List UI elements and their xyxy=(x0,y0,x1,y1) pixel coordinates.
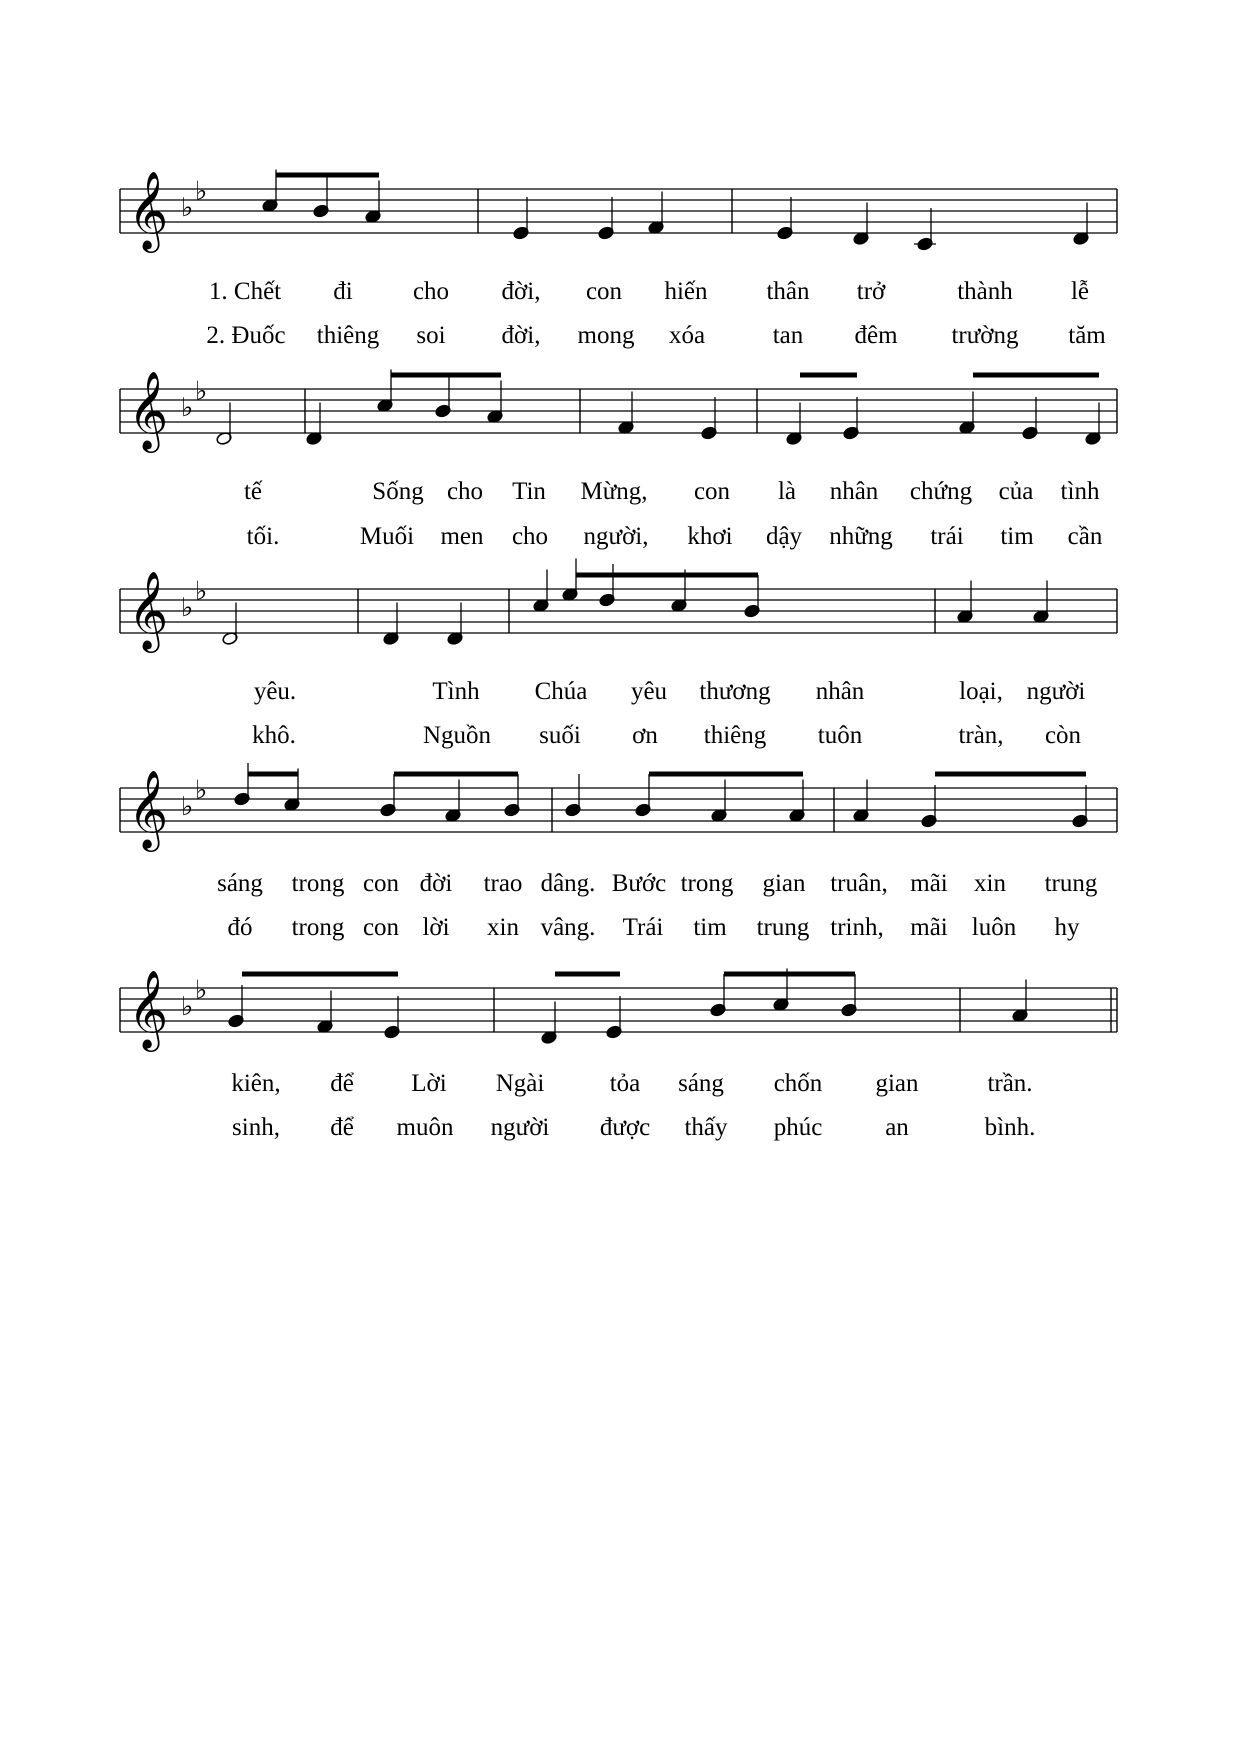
lyric-syllable: người, xyxy=(583,523,649,550)
note xyxy=(1022,397,1039,440)
lyric-line-verse2 xyxy=(0,522,1240,558)
lyric-syllable: mãi xyxy=(910,870,948,897)
lyric-syllable: trong xyxy=(680,870,734,897)
note xyxy=(365,181,382,224)
lyric-syllable: 1. Chết xyxy=(208,278,282,305)
lyric-line-verse1 xyxy=(0,1069,1240,1105)
lyric-syllable: Tin xyxy=(512,478,546,505)
lyric-syllable: Muối xyxy=(359,523,415,550)
lyric-syllable: để xyxy=(330,1070,354,1097)
lyric-syllable: trở xyxy=(856,278,886,305)
lyric-line-verse1 xyxy=(0,477,1240,513)
treble-clef-icon: 𝄞 xyxy=(128,171,169,250)
lyric-line-verse1 xyxy=(0,677,1240,713)
lyric-syllable: tỏa xyxy=(609,1070,641,1097)
note xyxy=(262,170,279,213)
lyric-syllable: thiêng xyxy=(316,322,380,349)
note xyxy=(383,603,400,646)
lyric-syllable: tim xyxy=(1000,523,1034,550)
lyric-syllable: tình xyxy=(1060,478,1100,505)
note xyxy=(445,780,462,823)
lyric-syllable: nhân xyxy=(829,478,879,505)
note xyxy=(533,570,550,613)
note xyxy=(744,575,761,618)
lyric-syllable: hiến xyxy=(664,278,708,305)
lyric-syllable: Chúa xyxy=(534,678,588,705)
note xyxy=(504,774,521,817)
staff-system xyxy=(120,969,1117,1053)
note xyxy=(380,774,397,817)
lyric-syllable: truân, xyxy=(830,870,888,897)
lyric-syllable: trái xyxy=(930,523,964,550)
note xyxy=(377,370,394,413)
note xyxy=(313,175,330,218)
note xyxy=(317,991,334,1034)
lyric-syllable: Sống xyxy=(372,478,424,505)
note xyxy=(384,996,401,1039)
lyric-syllable: vâng. xyxy=(540,914,596,941)
note xyxy=(435,375,452,418)
note xyxy=(447,603,464,646)
lyric-syllable: trần. xyxy=(987,1070,1033,1097)
staff-system xyxy=(120,170,1117,254)
lyric-syllable: tràn, xyxy=(958,722,1004,749)
flat-icon: ♭ xyxy=(195,376,208,407)
lyric-syllable: xin xyxy=(487,914,519,941)
flat-icon: ♭ xyxy=(195,176,208,207)
note xyxy=(711,780,728,823)
lyric-syllable: con xyxy=(585,278,623,305)
lyric-syllable: còn xyxy=(1044,722,1082,749)
lyric-syllable: tế xyxy=(243,478,263,505)
lyric-syllable: trinh, xyxy=(830,914,884,941)
lyric-syllable: xin xyxy=(974,870,1006,897)
lyric-syllable: thấy xyxy=(684,1114,728,1141)
note xyxy=(959,392,976,435)
lyric-syllable: Trái xyxy=(622,914,664,941)
lyric-syllable: phúc xyxy=(773,1114,823,1141)
lyric-syllable: để xyxy=(330,1114,354,1141)
note xyxy=(841,974,858,1017)
lyric-syllable: tan xyxy=(772,322,804,349)
note xyxy=(921,785,938,828)
lyric-syllable: ơn xyxy=(632,722,658,749)
note xyxy=(1073,203,1090,246)
lyric-syllable: tối. xyxy=(246,523,280,550)
lyric-line-verse2 xyxy=(0,1113,1240,1149)
flat-icon: ♭ xyxy=(181,792,194,822)
lyric-syllable: xóa xyxy=(668,322,706,349)
lyric-syllable: 2. Đuốc xyxy=(206,322,286,349)
note xyxy=(618,392,635,435)
treble-clef-icon: 𝄞 xyxy=(128,571,169,650)
lyric-syllable: đêm xyxy=(854,322,898,349)
lyric-syllable: là xyxy=(777,478,797,505)
flat-icon: ♭ xyxy=(181,393,194,423)
lyric-syllable: sáng xyxy=(217,870,263,897)
lyric-line-verse1 xyxy=(0,277,1240,313)
lyric-syllable: muôn xyxy=(396,1114,454,1141)
lyric-syllable: lễ xyxy=(1070,278,1090,305)
note xyxy=(541,1002,558,1045)
lyric-syllable: tim xyxy=(693,914,727,941)
note xyxy=(565,774,582,817)
lyric-syllable: những xyxy=(829,523,893,550)
lyric-syllable: được xyxy=(599,1114,651,1141)
lyric-syllable: soi xyxy=(416,322,446,349)
lyric-syllable: bình. xyxy=(984,1114,1036,1141)
lyric-syllable: trong xyxy=(291,914,345,941)
note xyxy=(487,381,504,424)
lyric-syllable: Bước xyxy=(611,870,667,897)
note xyxy=(786,403,803,446)
staff-system xyxy=(120,763,1117,852)
lyric-syllable: thương xyxy=(699,678,771,705)
note xyxy=(777,197,794,240)
lyric-syllable: suối xyxy=(539,722,581,749)
lyric-syllable: đời, xyxy=(501,278,541,305)
note xyxy=(599,564,616,607)
lyric-line-verse2 xyxy=(0,721,1240,757)
note xyxy=(789,780,806,823)
lyric-syllable: sáng xyxy=(678,1070,724,1097)
lyric-line-verse1 xyxy=(0,869,1240,905)
treble-clef-icon: 𝄞 xyxy=(128,770,169,849)
lyric-syllable: trường xyxy=(951,322,1019,349)
note xyxy=(216,403,233,446)
lyric-syllable: khơi xyxy=(687,523,733,550)
note xyxy=(957,581,974,624)
lyric-syllable: an xyxy=(885,1114,909,1141)
note xyxy=(635,774,652,817)
lyric-syllable: con xyxy=(693,478,731,505)
lyric-syllable: trao xyxy=(483,870,523,897)
lyric-syllable: lời xyxy=(422,914,450,941)
note xyxy=(222,603,239,646)
lyric-syllable: người xyxy=(490,1114,550,1141)
lyric-line-verse2 xyxy=(0,321,1240,357)
staff-system xyxy=(120,559,1117,654)
lyric-line-verse2 xyxy=(0,913,1240,949)
flat-icon: ♭ xyxy=(181,992,194,1022)
note xyxy=(1085,403,1102,446)
lyric-syllable: tuôn xyxy=(817,722,863,749)
lyric-syllable: hy xyxy=(1054,914,1080,941)
lyric-syllable: men xyxy=(440,523,484,550)
note xyxy=(843,397,860,440)
note xyxy=(1033,581,1050,624)
lyric-syllable: trong xyxy=(291,870,345,897)
lyric-syllable: thiêng xyxy=(703,722,767,749)
note xyxy=(701,397,718,440)
lyric-syllable: đời, xyxy=(501,322,541,349)
lyric-syllable: đó xyxy=(227,914,253,941)
note xyxy=(914,208,936,251)
lyric-syllable: con xyxy=(362,870,400,897)
lyric-syllable: người xyxy=(1026,678,1086,705)
lyric-syllable: luôn xyxy=(971,914,1017,941)
lyric-syllable: Nguồn xyxy=(422,722,492,749)
note xyxy=(513,197,530,240)
lyric-syllable: mong xyxy=(577,322,635,349)
lyric-syllable: chốn xyxy=(773,1070,823,1097)
lyric-syllable: nhân xyxy=(815,678,865,705)
lyric-syllable: tăm xyxy=(1068,322,1106,349)
note xyxy=(710,974,727,1017)
lyric-syllable: cho xyxy=(446,478,484,505)
lyric-syllable: trung xyxy=(756,914,810,941)
staff-system xyxy=(120,370,1117,454)
treble-clef-icon: 𝄞 xyxy=(128,371,169,450)
flat-icon: ♭ xyxy=(195,975,208,1006)
lyric-syllable: gian xyxy=(762,870,806,897)
lyric-syllable: sinh, xyxy=(232,1114,280,1141)
lyric-syllable: thành xyxy=(957,278,1013,305)
flat-icon: ♭ xyxy=(181,193,194,223)
flat-icon: ♭ xyxy=(195,576,208,607)
note xyxy=(606,996,623,1039)
lyric-syllable: kiên, xyxy=(231,1070,281,1097)
note xyxy=(853,203,870,246)
note xyxy=(234,763,251,806)
lyric-syllable: dâng. xyxy=(540,870,596,897)
lyric-syllable: chứng xyxy=(909,478,973,505)
lyric-syllable: yêu xyxy=(630,678,668,705)
lyric-syllable: cần xyxy=(1067,523,1103,550)
note xyxy=(1012,980,1029,1023)
lyric-syllable: Mừng, xyxy=(580,478,648,505)
note xyxy=(1072,785,1089,828)
note xyxy=(598,197,615,240)
lyric-syllable: loại, xyxy=(959,678,1003,705)
lyric-syllable: con xyxy=(362,914,400,941)
lyric-syllable: mãi xyxy=(910,914,948,941)
lyric-syllable: khô. xyxy=(252,722,296,749)
note xyxy=(853,780,870,823)
lyric-syllable: cho xyxy=(511,523,549,550)
lyric-syllable: đi xyxy=(333,278,353,305)
lyric-syllable: Tình xyxy=(432,678,480,705)
lyric-syllable: của xyxy=(998,478,1034,505)
lyric-syllable: cho xyxy=(412,278,450,305)
note xyxy=(306,403,323,446)
lyric-syllable: Ngài xyxy=(495,1070,545,1097)
treble-clef-icon: 𝄞 xyxy=(128,970,169,1049)
lyric-syllable: đời xyxy=(419,870,453,897)
lyric-syllable: trung xyxy=(1044,870,1098,897)
lyric-syllable: yêu. xyxy=(253,678,297,705)
lyric-syllable: thân xyxy=(766,278,810,305)
note xyxy=(562,559,579,602)
flat-icon: ♭ xyxy=(195,775,208,806)
flat-icon: ♭ xyxy=(181,593,194,623)
lyric-syllable: gian xyxy=(875,1070,919,1097)
lyric-syllable: dậy xyxy=(765,523,803,550)
lyric-syllable: Lời xyxy=(411,1070,447,1097)
note xyxy=(228,985,245,1028)
note xyxy=(648,192,665,235)
